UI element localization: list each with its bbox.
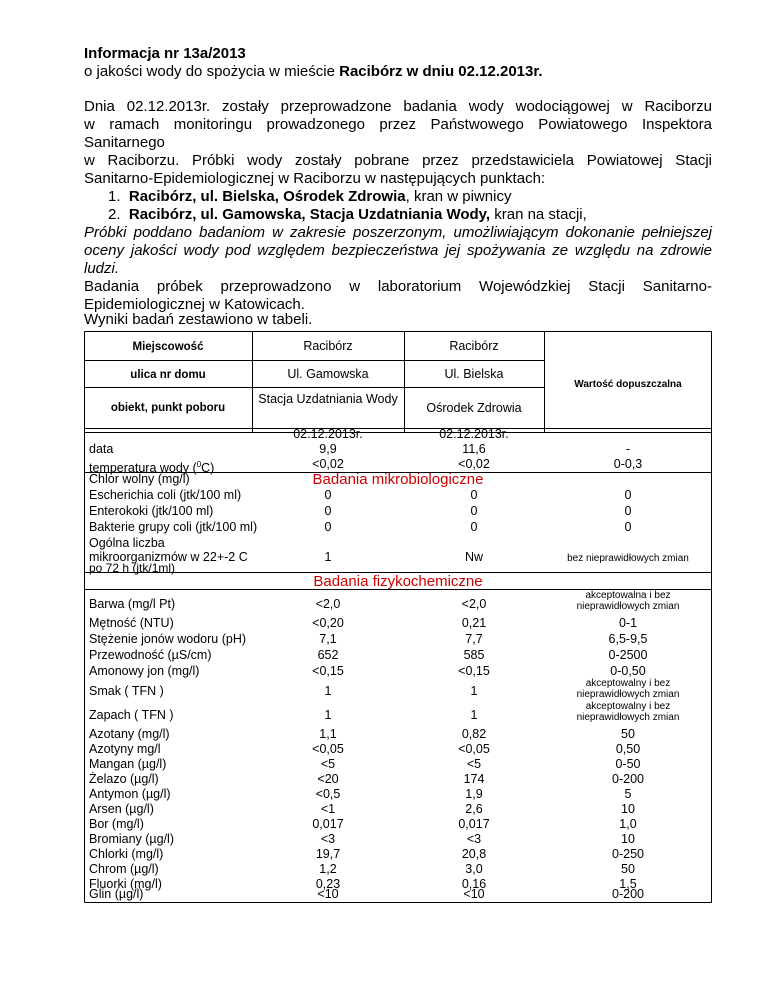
row-value-b: 20,8 <box>461 847 487 861</box>
row-value-a: 1 <box>324 708 332 722</box>
row-value-a: 0 <box>324 520 332 534</box>
row-value-a: 0,23 <box>315 877 341 891</box>
row-limit: 0-50 <box>615 757 641 771</box>
row-limit: 50 <box>621 862 635 876</box>
row-limit: 0 <box>624 520 632 534</box>
row-value-a: 1 <box>324 550 332 564</box>
row-limit: - <box>625 442 631 456</box>
col-a-obiekt: Stacja Uzdatniania Wody <box>258 392 398 406</box>
row-value-a: 1,1 <box>319 727 337 741</box>
temp-label-sup: 0 <box>196 460 202 469</box>
row-label: Przewodność (µS/cm) <box>89 648 212 662</box>
col-b-miejscowosc: Racibórz <box>449 339 499 353</box>
row-value-a: 0 <box>324 504 332 518</box>
row-limit-line2: nieprawidłowych zmian <box>576 689 680 700</box>
row-value-b: <0,02 <box>458 457 490 471</box>
row-value-a: 02.12.2013r. <box>293 427 363 441</box>
row-value-a: <1 <box>320 802 336 816</box>
row-value-a: <0,05 <box>312 742 344 756</box>
row-limit: 0-250 <box>612 847 644 861</box>
temp-label-unit: C) <box>201 461 215 476</box>
row-label: Mętność (NTU) <box>89 616 174 630</box>
p3: Wyniki badań zestawiono w tabeli. <box>84 311 313 328</box>
row-value-b: 0 <box>470 504 478 518</box>
section-fizykochemiczne: Badania fizykochemiczne <box>313 573 483 590</box>
results-table <box>84 331 712 903</box>
row-value-b: 02.12.2013r. <box>439 427 509 441</box>
row-value-a: 1,2 <box>319 862 337 876</box>
row-limit: 0 <box>624 488 632 502</box>
row-label: Glin (µg/l) <box>89 887 144 901</box>
list-number: 2. <box>108 206 121 223</box>
row-label: Azotyny mg/l <box>89 742 161 756</box>
row-value-b: 1 <box>470 708 478 722</box>
header-wartosc-dopuszczalna: Wartość dopuszczalna <box>574 379 682 390</box>
row-value-a: <20 <box>317 772 339 786</box>
row-limit: 10 <box>621 802 635 816</box>
row-limit: 0,50 <box>615 742 641 756</box>
row-label-ogolna-1: Ogólna liczba <box>89 536 165 550</box>
row-value-b: Nw <box>464 550 484 564</box>
row-limit-line1: akceptowalny i bez <box>585 678 671 689</box>
row-limit: 6,5-9,5 <box>608 632 648 646</box>
row-value-a: <0,5 <box>315 787 341 801</box>
p1-line5: Sanitarno-Epidemiologicznej w Raciborzu w następujących punktach: <box>84 170 546 187</box>
italic-line3: ludzi. <box>84 260 120 277</box>
row-value-a: 7,1 <box>319 632 337 646</box>
list-item-rest: kran na stacji, <box>490 206 587 223</box>
row-limit-line1: akceptowalny i bez <box>585 701 671 712</box>
row-limit: 10 <box>621 832 635 846</box>
row-value-b: <10 <box>463 887 485 901</box>
row-limit: bez nieprawidłowych zmian <box>567 553 689 564</box>
row-label-zapach: Zapach ( TFN ) <box>89 708 174 722</box>
row-value-b: 0,21 <box>461 616 487 630</box>
header-obiekt: obiekt, punkt poboru <box>110 402 226 414</box>
row-limit: 0-2500 <box>608 648 648 662</box>
row-value-b: 1,9 <box>465 787 483 801</box>
row-limit-line2: nieprawidłowych zmian <box>576 712 680 723</box>
doc-title: Informacja nr 13a/2013 <box>84 45 246 62</box>
row-value-a: 652 <box>317 648 339 662</box>
list-number: 1. <box>108 188 121 205</box>
row-label: Antymon (µg/l) <box>89 787 171 801</box>
row-limit: 0-200 <box>612 772 644 786</box>
row-label: Bakterie grupy coli (jtk/100 ml) <box>89 520 258 534</box>
col-a-ulica: Ul. Gamowska <box>287 367 369 381</box>
row-label: Enterokoki (jtk/100 ml) <box>89 504 214 518</box>
row-value-b: 174 <box>463 772 485 786</box>
list-item-2 <box>108 206 587 224</box>
temp-label-text: temperatura wody ( <box>89 461 197 476</box>
row-value-b: 0 <box>470 488 478 502</box>
p2-line2: Epidemiologicznej w Katowicach. <box>84 296 305 313</box>
p1-line2: w ramach monitoringu prowadzonego przez Państwowego Powiatowego Inspektora <box>84 116 712 133</box>
row-value-b: <5 <box>466 757 482 771</box>
list-item-1 <box>108 188 511 206</box>
col-a-miejscowosc: Racibórz <box>303 339 353 353</box>
row-label: Bor (mg/l) <box>89 817 144 831</box>
row-value-a: <5 <box>320 757 336 771</box>
row-value-a: <10 <box>317 887 339 901</box>
subtitle-text: o jakości wody do spożycia w mieście <box>84 63 340 80</box>
p1-line4: w Raciborzu. Próbki wody zostały pobrane przez przedstawiciela Powiatowej Stacji <box>84 152 712 169</box>
row-limit: 5 <box>624 787 632 801</box>
row-value-a: 9,9 <box>319 442 337 456</box>
row-label: Arsen (µg/l) <box>89 802 154 816</box>
row-value-b: 0,16 <box>461 877 487 891</box>
subtitle-bold: Racibórz w dniu 02.12.2013r. <box>339 63 543 80</box>
row-label: Bromiany (µg/l) <box>89 832 174 846</box>
row-value-b: 1 <box>470 684 478 698</box>
row-label-data: data <box>89 442 114 456</box>
row-value-b: 2,6 <box>465 802 483 816</box>
row-label: Stężenie jonów wodoru (pH) <box>89 632 247 646</box>
row-limit-line2: nieprawidłowych zmian <box>576 601 680 612</box>
p1-line3: Sanitarnego <box>84 134 165 151</box>
row-value-a: 0,017 <box>312 817 344 831</box>
italic-line1: Próbki poddano badaniom w zakresie poszerzonym, umożliwiającym dokonanie pełniejszej <box>84 224 712 241</box>
row-limit: 0-0,50 <box>610 664 646 678</box>
row-value-b: <0,05 <box>458 742 490 756</box>
section-mikrobiologiczne: Badania mikrobiologiczne <box>312 471 484 488</box>
header-miejscowosc: Miejscowość <box>132 341 204 353</box>
col-b-obiekt: Ośrodek Zdrowia <box>426 401 522 415</box>
row-label: Amonowy jon (mg/l) <box>89 664 200 678</box>
row-value-b: 0 <box>470 520 478 534</box>
row-limit: 0-1 <box>618 616 638 630</box>
row-label-ogolna-3: po 72 h (jtk/1ml) <box>89 561 176 575</box>
row-value-a: <0,15 <box>312 664 344 678</box>
row-label-barwa: Barwa (mg/l Pt) <box>89 597 176 611</box>
row-label: Fluorki (mg/l) <box>89 877 162 891</box>
list-item-bold: Racibórz, ul. Gamowska, Stacja Uzdatniania Wody, <box>128 206 491 223</box>
header-ulica: ulica nr domu <box>130 369 206 381</box>
p2-line1: Badania próbek przeprowadzono w laboratorium Wojewódzkiej Stacji Sanitarno- <box>84 278 712 295</box>
row-label: Żelazo (µg/l) <box>89 772 159 786</box>
row-limit: 0-0,3 <box>613 457 643 471</box>
row-value-b: <3 <box>466 832 482 846</box>
row-limit-line1: akceptowalna i bez <box>585 590 671 601</box>
italic-line2: oceny jakości wody pod względem bezpieczeństwa jej spożywania ze względu na zdrowie <box>84 242 712 259</box>
row-value-b: 585 <box>463 648 485 662</box>
row-value-a: 19,7 <box>315 847 341 861</box>
row-value-b: 0,017 <box>458 817 490 831</box>
row-value-a: 1 <box>324 684 332 698</box>
row-label: Mangan (µg/l) <box>89 757 167 771</box>
p1-line1: Dnia 02.12.2013r. zostały przeprowadzone badania wody wodociągowej w Raciborzu <box>84 98 712 115</box>
row-value-a: <2,0 <box>315 597 341 611</box>
row-value-a: <3 <box>320 832 336 846</box>
row-value-a: <0,02 <box>312 457 344 471</box>
row-limit: 0 <box>624 504 632 518</box>
row-value-a: 0 <box>324 488 332 502</box>
row-limit: 1,5 <box>619 877 637 891</box>
row-label: Escherichia coli (jtk/100 ml) <box>89 488 242 502</box>
row-value-b: 11,6 <box>462 442 486 456</box>
row-limit: 50 <box>621 727 635 741</box>
row-label: Chrom (µg/l) <box>89 862 159 876</box>
row-limit: 0-200 <box>612 887 644 901</box>
row-value-b: 7,7 <box>465 632 483 646</box>
list-item-rest: , kran w piwnicy <box>405 188 512 205</box>
row-label: Chlorki (mg/l) <box>89 847 164 861</box>
row-label-ogolna-2: mikroorganizmów w 22+-2 C <box>89 550 248 564</box>
col-b-ulica: Ul. Bielska <box>444 367 504 381</box>
row-value-a: <0,20 <box>312 616 344 630</box>
row-label: Azotany (mg/l) <box>89 727 170 741</box>
list-item-bold: Racibórz, ul. Bielska, Ośrodek Zdrowia <box>128 188 406 205</box>
row-label-chlor: Chlor wolny (mg/l) <box>89 472 190 486</box>
row-value-b: <2,0 <box>461 597 487 611</box>
row-value-b: 0,82 <box>461 727 487 741</box>
doc-subtitle <box>84 63 543 81</box>
row-label-smak: Smak ( TFN ) <box>89 684 164 698</box>
row-value-b: <0,15 <box>458 664 490 678</box>
row-limit: 1,0 <box>619 817 637 831</box>
row-value-b: 3,0 <box>465 862 483 876</box>
